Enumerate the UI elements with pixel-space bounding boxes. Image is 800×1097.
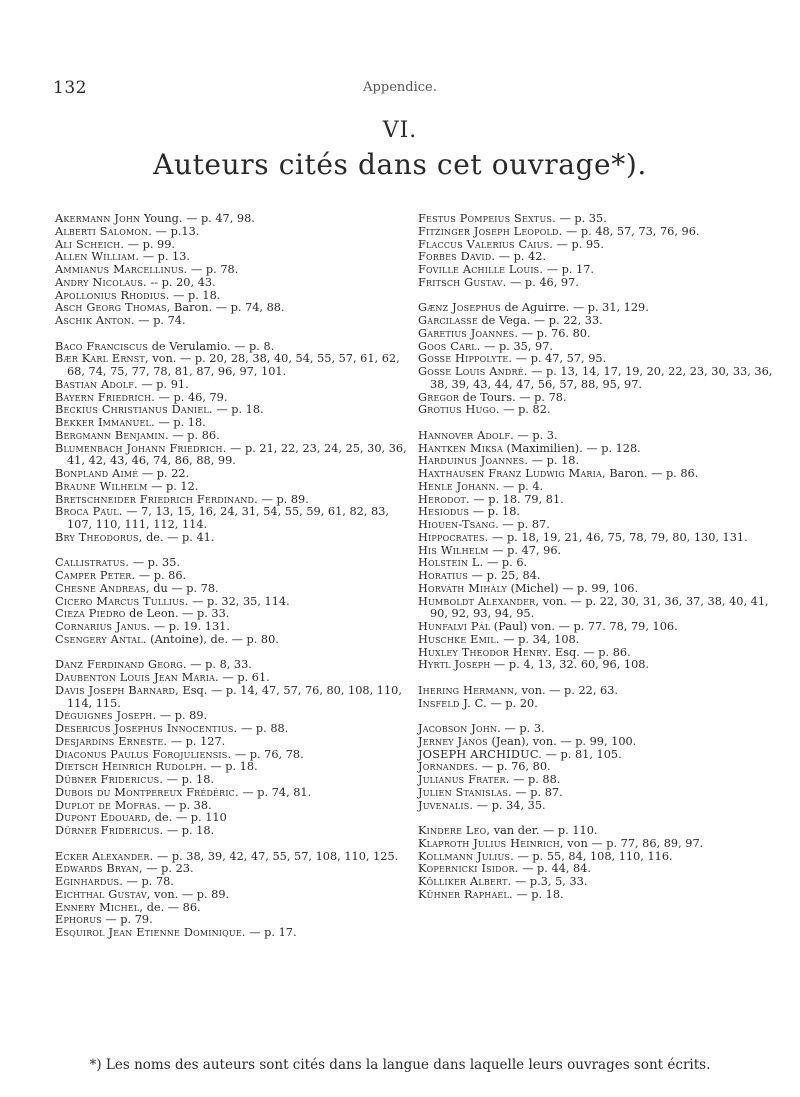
author-name: Kühner Raphael. [418, 887, 513, 901]
author-name: Hesiodus [418, 505, 470, 519]
author-name: Desericus Josephus Innocentius. [55, 722, 238, 735]
author-name: Eichthal Gustav, [55, 887, 151, 901]
author-name: Haxthausen Franz Ludwig Maria, [418, 467, 606, 480]
author-name: Hannover Adolf. [418, 428, 514, 442]
author-name: Julien Stanislas. [418, 785, 512, 799]
page-references: — p. 74. [134, 314, 186, 327]
page-references: (Jean), von. — p. 99, 100. [487, 734, 637, 748]
author-name: Gosse Hippolyte. [418, 352, 513, 366]
author-name: Jacobson John. [418, 722, 501, 735]
author-name: Bry Theodorus, [55, 530, 143, 544]
page-references: — p. 18. 79, 81. [469, 492, 564, 506]
page-references: — p. 61. [218, 671, 270, 684]
page-references: — p. 18. [469, 505, 520, 519]
page-references: — p. 18. [212, 403, 264, 417]
author-name: Hiouen-Tsang. [418, 518, 499, 531]
page-references: — p. 78. [123, 875, 174, 888]
author-name: Desjardins Erneste. [55, 734, 168, 748]
page-references: — p. 18, 19, 21, 46, 75, 78, 79, 80, 130, 131. [488, 530, 748, 544]
author-name: Andry Nicolaus. [55, 275, 147, 289]
page-references: Baron. — p. 86. [605, 467, 699, 480]
page-references: — p. 18. [512, 887, 564, 901]
author-name: JOSEPH ARCHIDUC. [418, 747, 543, 761]
page-references: du — p. 78. [149, 581, 219, 595]
page-references: de Vega. — p. 22, 33. [477, 314, 603, 327]
author-name: Kollmann Julius. [418, 849, 514, 863]
author-name: Harduinus Joannes. [418, 454, 529, 468]
page-references: — p. 23. [142, 862, 194, 876]
author-name: Ammianus Marcellinus. [55, 263, 188, 276]
author-name: Duplot de Mofras. [55, 798, 161, 812]
index-entry [418, 698, 778, 711]
page-references: von — p. 77, 86, 89, 97. [563, 836, 704, 850]
author-name: Gosse Louis André. [418, 365, 528, 378]
author-name: Hantken Miksa [418, 441, 503, 455]
author-name: Henle Johann. [418, 479, 500, 493]
author-name: Ephorus [55, 913, 102, 927]
author-name: Déguignes Joseph. [55, 709, 157, 723]
author-name: Cornarius Janus. [55, 620, 151, 633]
page-references: — p. 22. [138, 467, 190, 480]
author-name: Camper Peter. [55, 569, 136, 582]
page-references: — p. 13, 14, 17, 19, 20, 22, 23, 30, 33, 36, 38, 39, 43, 44, 47, 56, 57, 88, 95, 97. [430, 365, 773, 391]
page-references: — p. 38. [160, 798, 212, 812]
page-references: — p. 46, 79. [155, 390, 228, 404]
author-name: Aschik Anton. [55, 314, 135, 327]
page-references: Young. — p. 47, 98. [140, 212, 255, 225]
index-entry [55, 353, 410, 379]
page-references: (Paul) von. — p. 77. 78, 79, 106. [490, 620, 678, 633]
author-name: Ennery Michel, [55, 900, 144, 914]
page-references: — p. 38, 39, 42, 47, 55, 57, 108, 110, 125. [153, 849, 399, 863]
page-references: — p. 88. [509, 773, 561, 786]
page-references: — p. 76, 78. [231, 747, 304, 761]
page-title: Auteurs cités dans cet ouvrage*). [153, 148, 647, 181]
index-entry [55, 634, 410, 647]
page-references: — p. 86. [135, 569, 187, 582]
index-entry [418, 366, 778, 392]
page-references: — p. 35. [129, 556, 180, 570]
author-name: Bastian Adolf. [55, 377, 138, 391]
page-references: Esq. — p. 86. [551, 645, 631, 659]
author-name: Forbes David. [418, 250, 496, 264]
page-references: (Maximilien). — p. 128. [502, 441, 641, 455]
author-name: Asch Georg Thomas, [55, 301, 171, 315]
page-references: — p. 4. [499, 479, 544, 493]
author-name: Gænz Josephus [418, 301, 501, 315]
page-references: — p. 18. [163, 824, 215, 837]
page-references: — p. 55, 84, 108, 110, 116. [513, 849, 673, 863]
page-references: — p. 18. [163, 773, 214, 786]
author-name: Grotius Hugo. [418, 403, 500, 417]
author-name: Daubenton Louis Jean Maria. [55, 671, 219, 684]
author-name: Baco Franciscus [55, 339, 149, 353]
author-name: Danz Ferdinand Georg. [55, 658, 187, 672]
author-name: Bayern Friedrich. [55, 390, 156, 404]
author-name: Cieza Piedro [55, 607, 126, 621]
running-head: Appendice. [363, 80, 437, 95]
author-name: Allen William. [55, 250, 140, 264]
page-references: — p. 91. [137, 377, 189, 391]
page-references: — 7, 13, 15, 16, 24, 31, 54, 55, 59, 61, 82, 83, 107, 110, 111, 112, 114. [67, 505, 389, 531]
page-references: — p. 82. [499, 403, 551, 417]
page-references: — p. 81, 105. [542, 747, 622, 761]
author-name: Juvenalis. [418, 798, 474, 812]
page-references: de. — p. 41. [142, 530, 215, 544]
author-name: Julianus Frater. [418, 773, 510, 786]
author-name: Bær Karl Ernst, [55, 352, 149, 366]
author-name: Ali Scheich. [55, 237, 125, 251]
author-name: Fritsch Gustav. [418, 275, 507, 289]
page-references: — p. 89. [156, 709, 208, 723]
page-references: — p. 3. [513, 428, 558, 442]
page-references: — p. 44, 84. [518, 862, 591, 876]
page-references: — p. 48, 57, 73, 76, 96. [562, 224, 700, 238]
author-name: Bretschneider Friedrich Ferdinand. [55, 492, 258, 506]
index-entry [55, 532, 410, 545]
page-references: — p. 86. [168, 428, 220, 442]
index-entry [418, 659, 778, 672]
author-name: Bonpland Aimé [55, 467, 139, 480]
author-name: Hyrtl Joseph [418, 658, 491, 672]
page-references: — p. 25, 84. [468, 569, 541, 582]
page-references: -- p. 20, 43. [146, 275, 216, 289]
page-references: — p. 79. [101, 913, 153, 927]
author-name: Humboldt Alexander, [418, 594, 540, 608]
page-references: de Leon. — p. 33. [125, 607, 230, 621]
page-references: — p. 20. [486, 696, 538, 710]
index-entry [418, 596, 778, 622]
page-references: de Aguirre. — p. 31, 129. [500, 301, 649, 315]
author-name: Dubois du Montpereux Frédéric. [55, 785, 239, 799]
page-references: — p. 4, 13, 32. 60, 96, 108. [490, 658, 650, 672]
author-name: Flaccus Valerius Caius. [418, 237, 554, 251]
index-entry [55, 825, 410, 838]
author-name: Goos Carl. [418, 339, 481, 353]
author-name: Foville Achille Louis. [418, 263, 544, 276]
page-references: — p. 18. [206, 760, 258, 774]
author-name: Edwards Bryan, [55, 862, 143, 876]
page-references: — p. 42. [495, 250, 547, 264]
author-name: Beckius Christianus Daniel. [55, 403, 213, 417]
page-references: — p. 47, 57, 95. [512, 352, 607, 366]
page-references: — p. 13. [139, 250, 190, 264]
page-references: — p. 76. 80. [518, 326, 591, 340]
index-entry [418, 800, 778, 813]
page-references: — p. 87. [498, 518, 550, 531]
author-name: Festus Pompeius Sextus. [418, 212, 556, 225]
page-references: (Antoine), de. — p. 80. [146, 632, 279, 646]
page-references: — p. 17. [543, 263, 595, 276]
page-references: von. — p. 22, 63. [517, 683, 618, 697]
page-references: — p. 89. [257, 492, 309, 506]
page-references: — p. 127. [167, 734, 226, 748]
author-name: Horváth Mihály [418, 581, 507, 595]
author-name: Csengery Antal. [55, 632, 147, 646]
page-number: 132 [53, 78, 87, 98]
page-references: — p. 8, 33. [186, 658, 252, 672]
author-index-right-column [418, 213, 778, 902]
index-entry [55, 927, 410, 940]
author-name: Ecker Alexander. [55, 849, 154, 863]
page-references: Esq. — p. 14, 47, 57, 76, 80, 108, 110, 114, 115. [67, 683, 402, 710]
author-name: Akermann John [55, 212, 141, 225]
author-name: Garcilasse [418, 314, 478, 327]
author-name: Huschke Emil. [418, 632, 500, 646]
author-name: Jornandes. [418, 760, 479, 774]
author-name: Bekker Immanuel. [55, 416, 155, 429]
author-name: Horatius [418, 569, 469, 582]
author-name: Herodot. [418, 492, 470, 506]
index-entry [418, 404, 778, 417]
author-name: Garetius Joannes. [418, 326, 519, 340]
footnote: *) Les noms des auteurs sont cités dans la langue dans laquelle leurs ouvrages sont écrits. [89, 1057, 711, 1073]
author-name: Kölliker Albert. [418, 875, 512, 888]
page-references: — p. 17. [245, 926, 297, 939]
page-references: — p. 19. 131. [150, 620, 230, 633]
author-name: Alberti Salomon. [55, 224, 153, 238]
page-references: — p. 88. [237, 722, 289, 735]
index-entry [55, 685, 410, 711]
author-name: Broca Paul. [55, 505, 123, 519]
index-entry [55, 315, 410, 328]
page-references: — p. 3. [500, 722, 545, 735]
author-name: Chesne Andreas, [55, 581, 150, 595]
author-name: Ihering Hermann, [418, 683, 518, 697]
author-name: Hunfalvi Pál [418, 620, 491, 633]
author-name: Insfeld J. C. [418, 696, 487, 710]
author-name: Hippocrates. [418, 530, 489, 544]
author-name: Cicero Marcus Tullius. [55, 594, 189, 608]
page-references: — p. 47, 96. [488, 543, 562, 557]
index-entry [418, 277, 778, 290]
page-references: — p. 35. [555, 212, 607, 225]
author-name: His Wilhelm [418, 543, 489, 557]
page-references: — p. 34, 108. [499, 632, 580, 646]
author-name: Gregor [418, 390, 460, 404]
author-name: Diaconus Paulus Forojuliensis. [55, 747, 232, 761]
page-references: — p. 74, 81. [238, 785, 312, 799]
author-name: Eginhardus. [55, 875, 124, 888]
page-references: — p. 76, 80. [478, 760, 551, 774]
page-references: — p. 21, 22, 23, 24, 25, 30, 36, 41, 42, 43, 46, 74, 86, 88, 99. [67, 441, 407, 468]
author-name: Esquirol Jean Etienne Dominique. [55, 926, 246, 939]
author-name: Huxley Theodor Henry. [418, 645, 552, 659]
author-name: Fitzinger Joseph Leopold. [418, 224, 563, 238]
page-references: — p. 6. [483, 556, 528, 570]
author-index-left-column [55, 213, 410, 940]
author-name: Dürner Fridericus. [55, 824, 164, 837]
page-references: — p. 99. [124, 237, 176, 251]
page-references: — p. 32, 35, 114. [188, 594, 290, 608]
author-name: Braune Wilhelm [55, 479, 148, 493]
page-references: de. — p. 110 [151, 811, 227, 825]
page-references: — p. 18. [154, 416, 206, 429]
page-references: — p. 78. [187, 263, 239, 276]
page-references: — p. 12. [147, 479, 199, 493]
page-references: — p. 87. [511, 785, 563, 799]
page-references: von. — p. 22, 30, 31, 36, 37, 38, 40, 41, 90, 92, 93, 94, 95. [430, 594, 769, 621]
author-name: Bergmann Benjamin. [55, 428, 169, 442]
page-references: de Verulamio. — p. 8. [148, 339, 275, 353]
page-references: — p. 18. [169, 288, 221, 302]
page-references: von. — p. 20, 28, 38, 40, 54, 55, 57, 61, 62, 68, 74, 75, 77, 78, 81, 87, 96, 97, 101. [67, 352, 400, 378]
author-name: Holstein L. [418, 556, 484, 570]
author-name: Apollonius Rhodius. [55, 288, 170, 302]
author-name: Callistratus. [55, 556, 130, 570]
page-references: de. — 86. [143, 900, 201, 914]
author-name: Jerney János [418, 734, 488, 748]
author-name: Kindere Leo, [418, 824, 491, 837]
page-references: — p. 35, 97. [480, 339, 553, 353]
page-references: de Tours. — p. 78. [459, 390, 567, 404]
page-references: — p. 18. [528, 454, 580, 468]
index-entry [418, 889, 778, 902]
author-name: Klaproth Julius Heinrich, [418, 836, 564, 850]
page-references: Baron. — p. 74, 88. [170, 301, 285, 315]
section-number: VI. [382, 118, 418, 143]
page-references: — p.13. [152, 224, 200, 238]
page-references: — p. 34, 35. [473, 798, 546, 812]
index-entry [55, 443, 410, 469]
author-name: Dübner Fridericus. [55, 773, 164, 786]
page-references: (Michel) — p. 99, 106. [507, 581, 639, 595]
index-entry [55, 506, 410, 532]
page-references: — p.3, 5, 33. [511, 875, 588, 888]
author-name: Kopernicki Isidor. [418, 862, 519, 876]
author-name: Blumenbach Johann Friedrich. [55, 441, 227, 455]
page-references: van der. — p. 110. [490, 824, 598, 837]
author-name: Davis Joseph Barnard, [55, 683, 179, 697]
page-references: — p. 46, 97. [506, 275, 579, 289]
author-name: Dupont Edouard, [55, 811, 152, 825]
page-references: — p. 95. [553, 237, 604, 251]
page-references: von. — p. 89. [150, 887, 230, 901]
author-name: Dietsch Heinrich Rudolph. [55, 760, 207, 774]
